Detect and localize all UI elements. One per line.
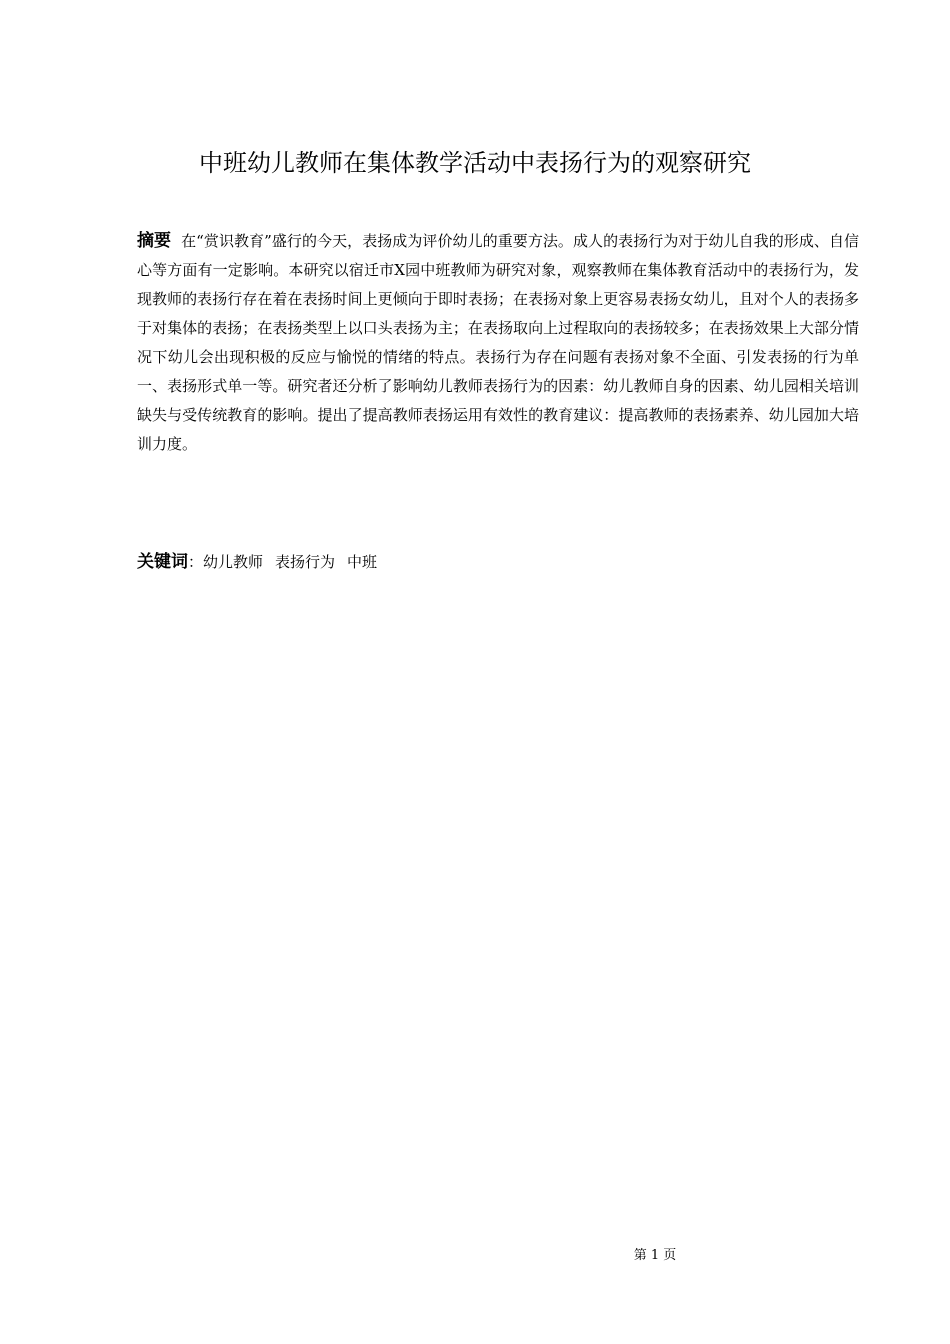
paper-title: 中班幼儿教师在集体教学活动中表扬行为的观察研究 — [199, 149, 751, 177]
keywords-label: 关键词 — [137, 552, 188, 572]
keyword-item: 中班 — [347, 553, 378, 571]
abstract-label: 摘要 — [137, 231, 172, 251]
keywords-colon: ： — [188, 553, 204, 571]
page-number: 第 1 页 — [633, 1248, 677, 1263]
keywords-line — [137, 548, 859, 577]
keyword-item: 表扬行为 — [275, 553, 336, 571]
abstract-paragraph — [137, 227, 859, 459]
keyword-item: 幼儿教师 — [203, 553, 264, 571]
abstract-text: 在“赏识教育”盛行的今天，表扬成为评价幼儿的重要方法。成人的表扬行为对于幼儿自我的形成、自信心等方面有一定影响。本研究以宿迁市X园中班教师为研究对象，观察教师在集体教育活动中的表扬行为，发现教师的表扬行存在着在表扬时间上更倾向于即时表扬；在表扬对象上更容易表扬女幼儿，且对个人的表扬多于对集体的表扬；在表扬类型上以口头表扬为主；在表扬取向上过程取向的表扬较多；在表扬效果上大部分情况下幼儿会出现积极的反应与愉悦的情绪的特点。表扬行为存在问题有表扬对象不全面、引发表扬的行为单一、表扬形式单一等。研究者还分析了影响幼儿教师表扬行为的因素：幼儿教师自身的因素、幼儿园相关培训缺失与受传统教育的影响。提出了提高教师表扬运用有效性的教育建议：提高教师的表扬素养、幼儿园加大培训力度。 — [137, 232, 860, 453]
